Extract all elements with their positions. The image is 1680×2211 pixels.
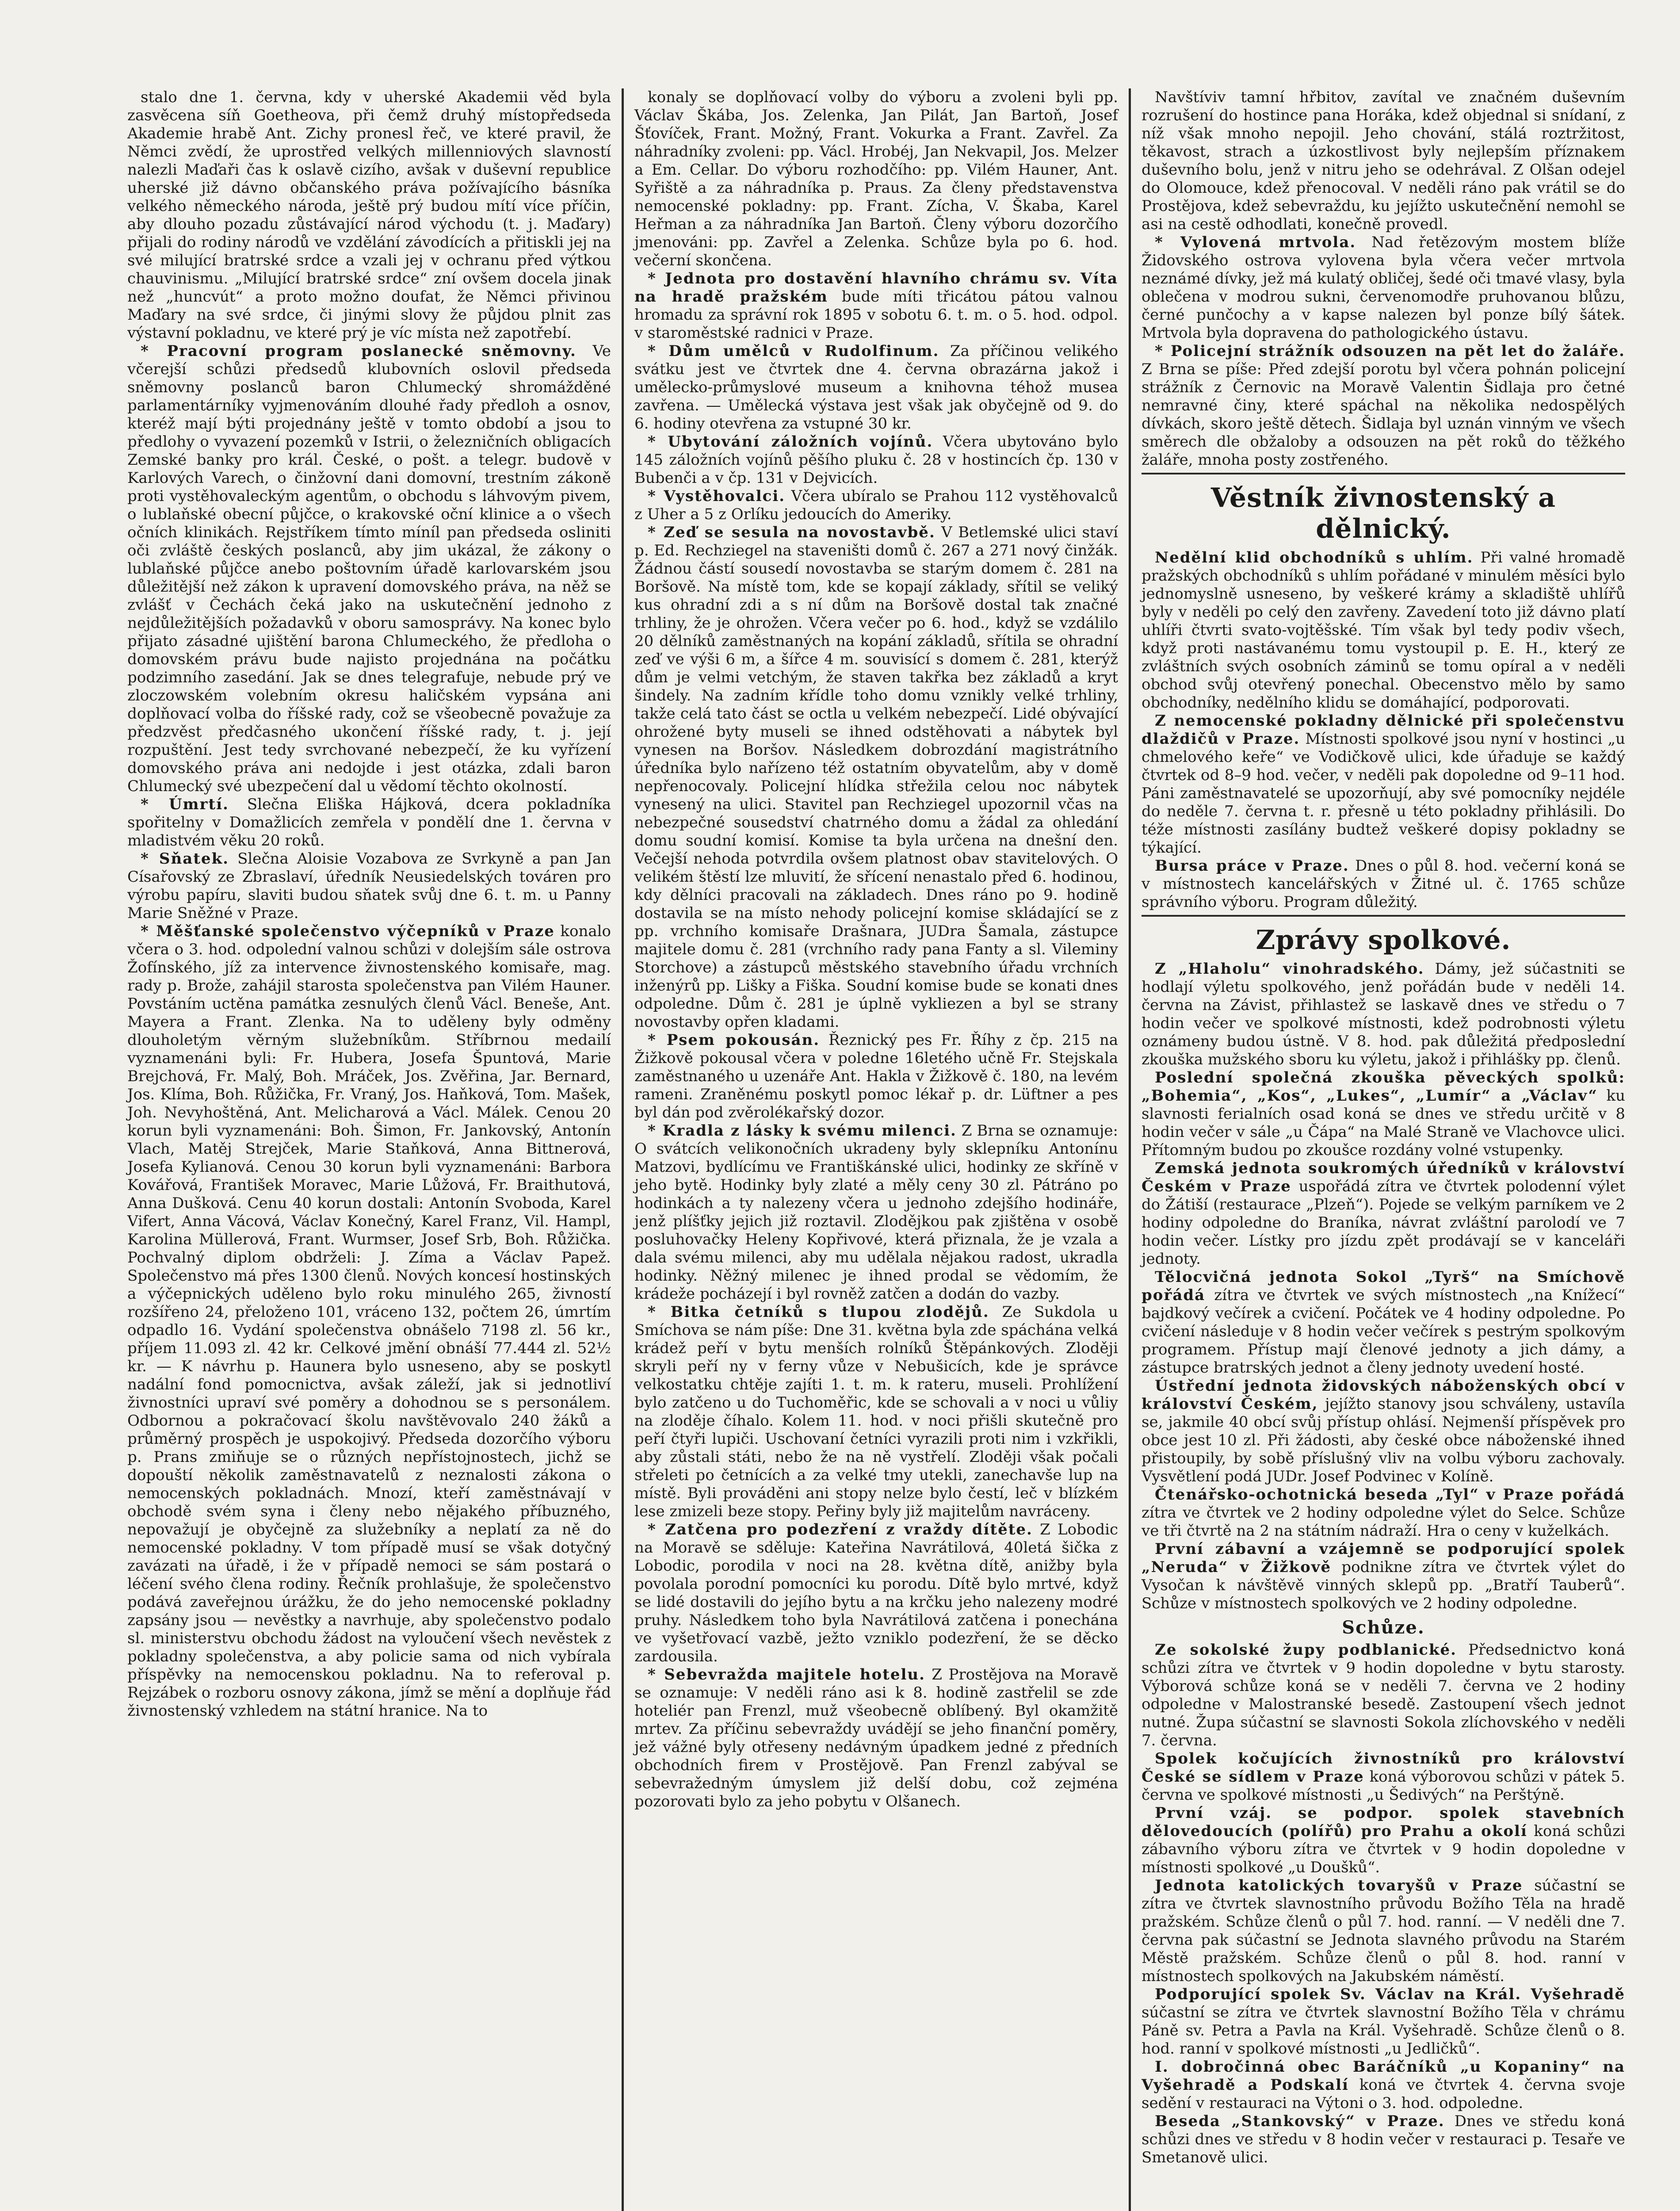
article-text: Včera ubytováno bylo 145 záložních vojínů pěšího pluku č. 28 v hostincích čp. 130 v Bubenči a v čp. 131 v Dejvicích. <box>634 433 1118 487</box>
article-heading: * Jednota pro dostavění hlavního chrámu sv. Víta na hradě pražském <box>634 270 1118 306</box>
article-heading: * Sňatek. <box>141 850 229 868</box>
article <box>1142 1486 1625 1540</box>
article-heading: Jednota katolických tovaryšů v Praze <box>1155 1877 1523 1894</box>
article-text: Ve včerejší schůzi předsedů klubovních oslovil předseda sněmovny poslanců baron Chlumecký shromážděné parlamentárníky vyjmenováním dlouhé řady předloh a osnov, kteréž mají býti projednány ještě v tomto období a jsou to předlohy o vyvazení pozemků v Istrii, o železničních obligacích Zemské banky pro král. České, o pošt. a telegr. budově v Karlových Varech, o činžovní dani domovní, trestním zákoně proti vystěhovaleckým agentům, o obchodu s láhvovým pivem, o lublaňské obecní půjčce, o krakovské oční klinice a o všech očních klinikách. Rejstříkem tímto míníl pan předseda osliniti oči zvláště českých poslanců, aby jim ukázal, že zákony o lublaňské půjčce anebo poštovním úřadě karlovarském jsou důležitější než zákon k upravení domovského práva, na něž se zvlášť v Čechách čeká jako na uskutečnění jednoho z nejdůležitějších požadavků v oboru samosprávy. Na konec bylo přijato zásadné ujištění barona Chlumeckého, že předloha o domovském právu bude najisto projednána na počátku podzimního zasedání. Jak se dnes telegrafuje, nebude prý ve zloczowském volebním okresu haličském vypsána ani doplňovací volba do říšské rady, což se všeobecně považuje za předzvěst předčasného ukončení říšské rady, t. j. její rozpuštění. Jest tedy svrchované nebezpečí, že ku vyřízení domovského práva ani nedojde i jest otázka, zdali baron Chlumecký své ubezpečení dal u vědomí těchto okolností. <box>127 342 611 795</box>
article-text: zítra ve čtvrtek ve 2 hodiny odpoledne výlet do Selce. Schůze ve tři čtvrtě na 2 na státním nádraží. Hra o ceny v kuželkách. <box>1142 1504 1625 1540</box>
article-text: konaly se doplňovací volby do výboru a zvoleni byli pp. Václav Škába, Jos. Zelenka, Jan Pilát, Jan Bartoň, Josef Šťovíček, Frant. Možný, Frant. Vokurka a Frant. Zavřel. Za náhradníky zvoleni: pp. Václ. Hrobéj, Jan Nekvapil, Jos. Melzer a Em. Cellar. Do výboru rozhodčího: pp. Vilém Hauner, Ant. Syřiště a za náhradníka p. Praus. Za členy představenstva nemocenské pokladny: pp. Frant. Zícha, V. Škaba, Karel Heřman a za náhradníka Jan Bartoň. Členy výboru dozorčího jmenováni: pp. Zavřel a Zelenka. Schůze byla po 6. hod. večerní skončena. <box>634 88 1118 269</box>
article-heading: Spolek kočujících živnostníků pro království České se sídlem v Praze <box>1142 1750 1625 1786</box>
article-text: ku slavnosti ferialních osad koná se dnes ve středu určitě v 8 hodin večer v sále „u Čápa“ na Malé Straně ve Vlachovce ulici. Přítomným budou po zkoušce rozdány volné vstupenky. <box>1142 1087 1625 1159</box>
article-heading: Ústřední jednota židovských náboženských obcí v království Českém, <box>1142 1377 1625 1413</box>
article-heading: Poslední společná zkouška pěveckých spolků: „Bohemia“, „Kos“, „Lukes“, „Lumír“ a „Václav“ <box>1142 1069 1625 1105</box>
article <box>1142 960 1625 1069</box>
article-heading: * Měšťanské společenstvo výčepníků v Praze <box>141 922 555 940</box>
article-heading: Podporující spolek Sv. Václav na Král. Vyšehradě <box>1155 1985 1625 2003</box>
article <box>634 433 1118 487</box>
article-heading: * Zeď se sesula na novostavbě. <box>648 524 935 541</box>
section-divider <box>1142 473 1625 474</box>
article-heading: Čtenářsko-ochotnická beseda „Tyl“ v Praze pořádá <box>1155 1486 1625 1503</box>
article-text: Řeznický pes Fr. Říhy z čp. 215 na Žižkově pokousal včera v poledne 16letého učně Fr. Stejskala zaměstnaného u uzenáře Ant. Hakla v Žižkově č. 180, na levém rameni. Zraněnému poskytl pomoc lékař p. dr. Lüftner a pes byl dán pod zvěrolékařský dozor. <box>634 1031 1118 1121</box>
article-text: Z Lobodic na Moravě se sděluje: Kateřina Navrátilová, 40letá šička z Lobodic, porodila v noci na 28. května dítě, anižby byla povolala porodní pomocníci ku porodu. Dítě bylo mrtvé, když se lidé dostavili do jejího bytu a na krčku jeho nalezeny modré pruhy. Následkem toho byla Navrátilová zatčena i ponechána ve vyšetřovací vazbě, ježto vzniklo podezření, že se děcko zardousila. <box>634 1521 1118 1665</box>
article-heading: Ze sokolské župy podblanické. <box>1155 1641 1457 1659</box>
article <box>1142 342 1625 469</box>
article-text: Při valné hromadě pražských obchodníků s uhlím pořádané v minulém měsíci bylo jednomyslně usneseno, by veškeré krámy a skladiště uhlířů byly v neděli po celý den zavřeny. Zavedení toto již dávno platí uhlíři čtvrti svato-vojtěšské. Tím však byl tedy podiv všech, když proti nastávanému tomu vystoupil p. E. H., který ze zvláštních svých osobních záminů se tomu opíral a v neděli obchod svůj otevřený ponechal. Obecenstvo mělo by samo obchodníky, nedělního klidu se domáhající, podporovati. <box>1142 549 1625 711</box>
article <box>634 487 1118 524</box>
column-3-vestnik <box>1142 549 1625 911</box>
article-heading: * Psem pokousán. <box>648 1031 820 1049</box>
article-heading: * Policejní strážník odsouzen na pět let do žaláře. <box>1155 342 1625 360</box>
article-text: Dnes ve středu koná schůzi dnes ve středu v 8 hodin večer v restauraci p. Tesaře ve Smetanově ulici. <box>1142 2112 1625 2166</box>
article <box>127 922 611 1720</box>
article-text: Z Brna se píše: Před zdejší porotu byl včera pohnán policejní strážník z Černovic na Moravě Valentin Šidlaja pro četné nemravné činy, které spáchal na několika nedospělých dívkách, skoro ještě dětech. Šidlaja byl uznán vinným ve všech směrech dle obžaloby a odsouzen na pět roků do těžkého žaláře, mnoha posty zostřeného. <box>1142 360 1625 469</box>
columns <box>119 88 1649 2211</box>
article-text: stalo dne 1. června, kdy v uherské Akademii věd byla zasvěcena síň Goetheova, při čemž druhý místopředseda Akademie hrabě Ant. Zichy pronesl řeč, ve které pravil, že Němci zvědí, že uprostřed velkých millenniových slavností nalezli Maďaři čas k oslavě cizího, avšak v duševní republice uherské již dávno občanského práva požívajícího básníka velkého německého národa, ještě prý budou mítí více příčin, aby dlouho pozadu zůstávající národ východu (t. j. Maďary) přijali do rodiny národů ve vzdělání závodících a přitiskli jej na své milující bratrské srdce a vzali jej v ochranu před výtkou chauvinismu. „Milující bratrské srdce“ zní ovšem docela jinak než „huncvút“ a proto možno doufat, že Němci přivinou Maďary na své srdce, či jinými slovy že půjdou plnit zas výstavní pokladnu, ve které prý je víc místa než zapotřebí. <box>127 88 611 342</box>
article <box>634 1303 1118 1521</box>
article-heading: * Vylovená mrtvola. <box>1155 233 1356 251</box>
article-text: Místnosti spolkové jsou nyní v hostinci „u chmelového keře“ ve Vodičkově ulici, kde úřaduje se každý čtvrtek od 8–9 hod. večer, v neděli pak dopoledne od 9–11 hod. Páni zaměstnavatelé se upozorňují, aby své pomocníky nejdéle do neděle 7. června t. r. přesně u této pokladny přihlásili. Do téže místnosti zasílány budtež veškeré dopisy pokladny se týkající. <box>1142 730 1625 857</box>
section-title-zpravy: Zprávy spolkové. <box>1256 925 1511 956</box>
article <box>634 342 1118 433</box>
article-text: Dámy, jež súčastniti se hodlají výletu spolkového, jenž pořádán bude v neděli 14. června na Závist, přihlastež se laskavě dnes ve středu o 7 hodin večer ve spolkové místnosti, kdež podrobnosti výletu oznámeny budou ústně. V 8. hod. pak důležitá předposlední zkouška mužského sboru ku výletu, jakož i přihlášky pp. členů. <box>1142 960 1626 1068</box>
article-text: Z Prostějova na Moravě se oznamuje: V neděli ráno asi k 8. hodině zastřelil se zde hoteliér pan Frenzl, muž všeobecně oblíbený. Byl okamžitě mrtev. Za příčinu sebevraždy uvádějí se jeho finanční poměry, jež vážné byly otřeseny nedávným úpadkem jedné z předních obchodních firem v Prostějově. Pan Frenzl zabýval se sebevražedným úmyslem již delší dobu, což zejména pozorovati bylo za jeho pobytu v Olšanech. <box>634 1666 1118 1810</box>
article <box>634 270 1118 342</box>
article-heading: I. dobročinná obec Baráčníků „u Kopaniny“ na Vyšehradě a Podskalí <box>1142 2058 1625 2094</box>
article-text: koná výborovou schůzi v pátek 5. června ve spolkové místnosti „u Šedivých“ na Perštýně. <box>1142 1768 1625 1804</box>
article-heading: Z „Hlaholu“ vinohradského. <box>1155 960 1424 978</box>
article-text: Předsednictvo koná schůzi zítra ve čtvrtek v 9 hodin dopoledne v bytu starosty. Výborová schůze koná se v neděli 7. června ve 2 hodiny odpoledne v Malostranské besedě. Zastoupení všech jednot nutné. Župa súčastní se slavnosti Sokola zlíchovského v neděli 7. června. <box>1142 1641 1625 1749</box>
article-text: jejížto stanovy jsou schváleny, ustavíla se, jakmile 40 obcí svůj přístup ohlásí. Nejmenší příspěvek pro obce jest 10 zl. Při žádosti, aby české obce náboženské ihned přistoupily, by sobě příslušný vliv na volbu výboru zachovaly. Vysvětlení podá JUDr. Josef Podvinec v Kolíně. <box>1142 1395 1625 1485</box>
article <box>1142 2112 1625 2167</box>
article-heading: * Zatčena pro podezření z vraždy dítěte. <box>648 1521 1033 1538</box>
article-heading: * Bitka četníků s tlupou zlodějů. <box>648 1303 989 1321</box>
article-text: podnikne zítra ve čtvrtek výlet do Vysočan k návštěvě vinných sklepů pp. „Bratří Tauberů“. Schůze v místnostech spolkových ve 2 hodiny odpoledne. <box>1142 1558 1626 1612</box>
article-text: Slečna Eliška Hájková, dcera pokladníka spořitelny v Domažlicích zemřela v pondělí dne 1. června v mladistvém věku 20 roků. <box>127 796 611 849</box>
article <box>127 88 611 342</box>
article-text: Slečna Aloisie Vozabova ze Svrkyně a pan Jan Císařovský ze Zbraslaví, úředník Neusiedelských továren pro výrobu papíru, slaviti budou sňatek svůj dne 6. t. m. u Panny Marie Sněžné v Praze. <box>127 850 611 922</box>
article <box>1142 1804 1625 1877</box>
article <box>127 850 611 922</box>
article-text: konalo včera o 3. hod. odpolední valnou schůzi v dolejším sále ostrova Žofínského, jíž za intervence živnostenského komisaře, mag. rady p. Brože, zahájil starosta společenstva pan Vilém Hauner. Povstáním uctěna památka zesnulých členů Václ. Beneše, Ant. Mayera a Frant. Zlenka. Na to uděleny byly odměny dlouholetým věrným služebníkům. Stříbrnou medailí vyznamenáni byli: Fr. Hubera, Josefa Špuntová, Marie Brejchová, Fr. Malý, Boh. Mráček, Jos. Zvěřina, Jar. Bernard, Jos. Klíma, Boh. Růžička, Fr. Vraný, Jos. Haňková, Tom. Mašek, Joh. Nevyhoštěná, Ant. Melicharová a Václ. Málek. Cenou 20 korun byli vyznamenáni: Boh. Šimon, Fr. Jankovský, Antonín Vlach, Matěj Strejček, Marie Staňková, Anna Bittnerová, Josefa Kylianová. Cenou 30 korun byli vyznamenáni: Barbora Kovářová, František Moravec, Marie Lůžová, Fr. Braithutová, Anna Dušková. Cenu 40 korun dostali: Antonín Svoboda, Karel Vifert, Anna Vácová, Václav Konečný, Karel Franz, Vil. Hampl, Karolina Müllerová, Frant. Wurmser, Josef Srb, Boh. Růžička. Pochvalný diplom obdrželi: J. Zíma a Václav Papež. Společenstvo má přes 1300 členů. Nových koncesí hostinských a výčepnických uděleno bylo roku minulého 265, živností rozšířeno 24, přeloženo 101, vráceno 132, počtem 26, úmrtím odpadlo 16. Vydání společenstva obnášelo 7198 zl. 56 kr., příjem 11.093 zl. 42 kr. Celkové jmění obnáší 77.444 zl. 52½ kr. — K návrhu p. Haunera bylo usneseno, aby se poskytl nadální fond pomocnictva, avšak záleží, jak si jednotliví živnostníci upraví své poměry a dohodnou se s personálem. Odbornou a pokračovací školu navštěvovalo 240 žáků a průměrný prospěch je uspokojivý. Předseda dozorčího výboru p. Prans zmiňuje se o různých nepřístojnostech, jichž se dopouští několik zaměstnavatelů z neznalosti zákona o nemocenských pokladnách. Mnozí, kteří zaměstnávají v obchodě svém syna i členy nebo nějakého příbuzného, nepovažují je obyčejně za služebníky a neplatí za ně do nemocenské pokladny. V tom případě musí se však dotyčný zavázati na úřadě, i že v případě nemoci se sám postará o léčení svého člena rodiny. Řečník prohlašuje, že společenstvo podává zaveřejnou úrážku, že do jeho nemocenské pokladny zapsány jsou — nevěstky a navrhuje, aby společenstvo podalo sl. ministerstvu obchodu žádost na vyloučení všech nevěstek z pokladny společenstva, a aby policie sama od nich vybírala příspěvky na nemocenskou pokladnu. Na to referoval p. Rejzábek o rozboru osnovy zákona, jímž se mění a doplňuje řád živnostenský vzhledem na státní hranice. Na to <box>127 922 611 1720</box>
column-2 <box>626 88 1126 2211</box>
article <box>634 1031 1118 1122</box>
article-heading: Tělocvičná jednota Sokol „Tyrš“ na Smíchově pořádá <box>1142 1268 1625 1304</box>
article-heading: * Kradla z lásky k svému milenci. <box>648 1122 957 1140</box>
section-title-vestnik: Věstník živnostenský a dělnický. <box>1210 482 1556 544</box>
article <box>1142 88 1625 233</box>
column-rule <box>1129 88 1131 2211</box>
article-heading: Nedělní klid obchodníků s uhlím. <box>1155 549 1474 566</box>
article-heading: * Vystěhovalci. <box>648 487 786 505</box>
article <box>1142 1159 1625 1268</box>
article-text: Nad řetězovým mostem blíže Židovského ostrova vylovena byla včera večer mrtvola neznámé dívky, jež má kulatý obličej, šedé oči tmavé vlasy, byla oblečena v modrou sukni, červenomodře pruhovanou blůzu, černé punčochy a v kapse nalezen byl ponze bílý šátek. Mrtvola byla dopravena do pathologického ústavu. <box>1142 233 1625 342</box>
article-heading: Bursa práce v Praze. <box>1155 857 1349 875</box>
article <box>1142 1268 1625 1377</box>
article-text: Za příčinou velikého svátku jest ve čtvrtek dne 4. června obrazárna jakož i umělecko-průmyslové museum a knihovna téhož musea zavřena. — Umělecká výstava jest však jak obyčejně od 9. do 6. hodiny otevřena za vstupné 30 kr. <box>634 342 1119 432</box>
article <box>1142 1540 1625 1613</box>
article <box>634 88 1118 270</box>
article-text: Dnes o půl 8. hod. večerní koná se v místnostech kancelářských v Žitné ul. č. 1765 schůze správního výboru. Program důležitý. <box>1142 857 1625 911</box>
article <box>634 1666 1118 1811</box>
article <box>1142 1641 1625 1750</box>
article-heading: * Pracovní program poslanecké sněmovny. <box>141 342 577 360</box>
article <box>634 1122 1118 1303</box>
article-text: súčastní se zítra ve čtvrtek slavnostní Božího Těla v chrámu Páně sv. Petra a Pavla na Král. Vyšehradě. Schůze členů o 8. hod. ranní v spolkové místnosti „u Jedličků“. <box>1142 2004 1625 2058</box>
article-text: uspořádá zítra ve čtvrtek polodenní výlet do Žátiší (restaurace „Plzeň“). Pojede se velkým parníkem ve 2 hodiny odpoledne do Braníka, návrat zvláštní parolodí ve 7 hodin večer. Lístky pro jízdu zpět prodávají se v kanceláři jednoty. <box>1142 1178 1625 1268</box>
article <box>127 796 611 850</box>
article-heading: * Úmrtí. <box>141 796 229 813</box>
column-rule <box>622 88 624 2211</box>
column-1 <box>119 88 619 2211</box>
article-heading: * Sebevražda majitele hotelu. <box>648 1666 925 1683</box>
article-heading: * Ubytování záložních vojínů. <box>648 433 933 451</box>
article-text: koná schůzi zábavního výboru zítra ve čtvrtek v 9 hodin dopoledne v místnosti spolkové „u Doušků“. <box>1142 1822 1626 1876</box>
article <box>1142 1750 1625 1804</box>
article <box>1142 549 1625 712</box>
article-text: zítra ve čtvrtek ve svých místnostech „na Knížecí“ bajdkový večírek a cvičení. Počátek ve 4 hodiny odpoledne. Po cvičení následuje v 8 hodin večer večírek s pestrým spolkovým programem. Přístup mají členové jednoty a jich dámy, a zástupce bratrských jednot a členy jednoty uvedení hosté. <box>1142 1286 1625 1377</box>
article <box>1142 857 1625 911</box>
column-3 <box>1134 88 1633 2211</box>
article-text: Navštíviv tamní hřbitov, zavítal ve značném duševním rozrušení do hostince pana Horáka, kdež objednal si snídaní, z níž však mnoho nepojil. Jeho chování, stálá roztržitost, těkavost, strach a úzkostlivost byly nejlepším příznakem duševního bolu, jenž v nitru jeho se odehrával. Z Olšan odejel do Olomouce, kdež přenocoval. V neděli ráno pak vrátil se do Prostějova, kdež sebevraždu, ku jejížto uskutečnění nemohl se asi na cestě odhodlati, konečně provedl. <box>1142 88 1625 233</box>
article-text: bude míti třicátou pátou valnou hromadu za správní rok 1895 v sobotu 6. t. m. o 5. hod. odpol. v staroměstské radnici v Praze. <box>634 288 1118 342</box>
article-heading: Zemská jednota soukromých úředníků v království Českém v Praze <box>1142 1159 1625 1195</box>
article-text: súčastní se zítra ve čtvrtek slavnostního průvodu Božího Těla na hradě pražském. Schůze členů o půl 7. hod. ranní. — V neděli dne 7. června pak súčastní se Jednota slavného průvodu na Starém Městě pražském. Schůze členů o půl 8. hod. ranní v místnostech spolkových na Jakubském náměstí. <box>1142 1877 1625 1985</box>
article-text: koná ve čtvrtek 4. června svoje sedění v restauraci na Výtoni o 3. hod. odpoledne. <box>1142 2076 1625 2112</box>
article <box>1142 2058 1625 2112</box>
article <box>127 342 611 796</box>
article-text: V Betlemské ulici staví p. Ed. Rechziegel na staveništi domů č. 267 a 271 nový činžák. Žádnou částí sousedí novostavba se starým domem č. 281 na Boršově. Na místě tom, kde se kopají základy, sřítil se veliký kus ohradní zdi a s ní dům na Boršově dostal tak značné trhliny, že je ohrožen. Včera večer po 6. hod., když se vzdálilo 20 dělníků zaměstnaných na kopání základů, sřítila se ohradní zeď ve výši 6 m, a šířce 4 m. souvisící s domem č. 281, kterýž dům je velmi vetchým, že staven takřka bez základů a kryt šindely. Na zadním křídle toho domu vznikly velké trhliny, takže celá tato část se octla u velkém nebezpečí. Lidé obývající ohrožené byty museli se ihned odstěhovati a nábytek byl vynesen na Boršov. Následkem dobrozdání magistrátního úředníka bylo nařízeno též ostatním obyvatelům, aby v domě nepřenocovaly. Policejní hlídka střežila celou noc nábytek vynesený na ulici. Stavitel pan Rechziegel upozornil včas na nebezpečné sousedství chatrného domu a žádal za ohledání domu soudní komisí. Komise ta byla určena na dnešní den. Večejší nehoda potvrdila ovšem platnost obav stavitelových. O velikém štěstí lze mluvití, že sřícení nenastalo před 6. hodinou, kdy dělníci pracovali na základech. Dnes ráno po 9. hodině dostavila se na místo nehody policejní komise skládající se z pp. vrchního komisaře Drašnara, JUDra Šamala, zástupce majitele domu č. 281 (vrchního rady pana Fanty a sl. Vileminy Storchove) a zástupců městského stavebního úřadu vrchních inženýrů pp. Lišky a Fiška. Soudní komise bude se konati dnes odpoledne. Dům č. 281 je úplně vykliezen a byl se strany novostavby opřen kladami. <box>634 524 1119 1031</box>
column-3-top <box>1142 88 1625 469</box>
article <box>634 524 1118 1031</box>
article-heading: První zábavní a vzájemně se podporující spolek „Neruda“ v Žižkově <box>1142 1540 1625 1576</box>
article-text: Z Brna se oznamuje: O svátcích velikonočních ukradeny byly sklepníku Antonínu Matzovi, bydlícímu ve Františkánské ulici, hodinky ze skříně v jeho bytě. Hodinky byly zlaté a měly ceny 30 zl. Pátráno po hodinkách a ty nalezeny včera u jednoho zdejšího hodináře, jenž plíšťky jejich již roztavil. Zlodějkou pak zjištěna v osobě posluhovačky Heleny Kopřivové, která přiznala, že je vzala a dala svému milenci, aby mu udělala nějakou radost, ukradla hodinky. Něžný milenec je ihned prodal se vědomím, že krádeže pocházejí i byl rovněž zatčen a dodán do vazby. <box>634 1122 1118 1303</box>
section-divider <box>1142 915 1625 917</box>
article <box>1142 1377 1625 1486</box>
article <box>1142 1877 1625 1985</box>
column-3-schuze <box>1142 1641 1625 2167</box>
article-heading: Beseda „Stankovský“ v Praze. <box>1155 2112 1445 2130</box>
article <box>1142 1069 1625 1159</box>
article <box>634 1521 1118 1666</box>
article <box>1142 712 1625 857</box>
article-text: Včera ubíralo se Prahou 112 vystěhovalců z Uher a 5 z Orlíku jedoucích do Ameriky. <box>634 487 1118 523</box>
article-text: Ze Sukdola u Smíchova se nám píše: Dne 31. května byla zde spáchána velká krádež peří v bytu menších rolníků Štěpánkových. Zloději skryli peří ny v ferny vůze v Nebušicích, kde je správce velkostatku chtěje zajíti 1. t. m. k rateru, museli. Prohlížení bylo zatčeno u do Tuchoměřic, kde se schovali a v noci u vůliy na zloděje číhalo. Kolem 11. hod. v noci přišli skutečně pro peří čtyři lupiči. Uschovaní četníci vyrazili proti nim i vzkřikli, aby zůstali státi, nebo že na ně vystřelí. Zloději však počali střeleti po četnících a za velké tmy utekli, zanechavše lup na místě. Byli prováděni ani stopy nelze bylo čestí, leč v blízkém lese zmizeli beze stopy. Peřiny byly již majitelům navráceny. <box>634 1303 1119 1520</box>
section-title-schuze: Schůze. <box>1342 1617 1425 1638</box>
article <box>1142 1985 1625 2058</box>
article-heading: * Dům umělců v Rudolfinum. <box>648 342 939 360</box>
article-heading: Z nemocenské pokladny dělnické při společenstvu dlaždičů v Praze. <box>1142 712 1625 748</box>
column-3-zpravy <box>1142 960 1625 1613</box>
article <box>1142 233 1625 342</box>
article-heading: První vzáj. se podpor. spolek stavebních dělovedoucích (polířů) pro Prahu a okolí <box>1142 1804 1625 1840</box>
